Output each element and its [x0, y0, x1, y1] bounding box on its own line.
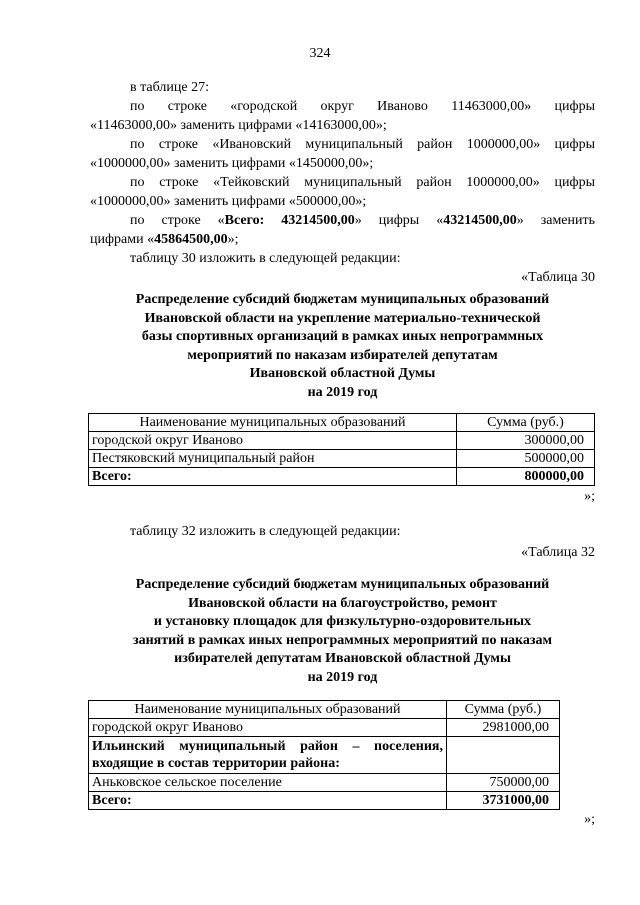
row-amount: 2981000,00 [447, 719, 560, 737]
table32-intro-block [90, 522, 595, 562]
p4-text-b: » цифры « [354, 213, 444, 228]
column-header-amount: Сумма (руб.) [457, 414, 595, 432]
table-row [89, 450, 595, 468]
table30 [88, 413, 595, 486]
table32-closing: »; [584, 812, 595, 827]
total-label: Всего: [89, 468, 457, 486]
table-row [89, 774, 560, 792]
table-header-row [89, 414, 595, 432]
p4-line2-text-b: »; [227, 232, 239, 247]
table32-heading [90, 576, 595, 687]
p4-text-c: » заменить [516, 213, 596, 228]
table32-intro: таблицу 32 изложить в следующей редакции: [130, 524, 401, 539]
column-header-amount: Сумма (руб.) [447, 701, 560, 719]
amendment-p3-line1: по строке «Тейковский муниципальный район 1000000,00» цифры [130, 175, 595, 190]
table30-heading-line: Ивановской областной Думы [249, 366, 436, 381]
total-amount: 800000,00 [457, 468, 595, 486]
amendment-block [90, 78, 595, 287]
table-row [89, 719, 560, 737]
table-total-row [89, 792, 560, 810]
table32-heading-line: на 2019 год [307, 669, 378, 685]
total-amount: 3731000,00 [447, 792, 560, 810]
row-name: городской округ Иваново [89, 719, 447, 737]
table32-heading-line: занятий в рамках иных непрограммных мероприятий по наказам [132, 632, 553, 648]
table-group-row [89, 737, 560, 774]
table-row [89, 432, 595, 450]
amendment-p3-line2: «1000000,00» заменить цифрами «500000,00»; [90, 194, 367, 209]
table30-heading-line: на 2019 год [307, 384, 378, 400]
row-name: Пестяковский муниципальный район [89, 450, 457, 468]
amendment-p2-line2: «1000000,00» заменить цифрами «1450000,00»; [90, 156, 374, 171]
table32-label: «Таблица 32 [521, 545, 595, 560]
amendment-p2-line1: по строке «Ивановский муниципальный район 1000000,00» цифры [130, 137, 595, 152]
table32-heading-line: Распределение субсидий бюджетам муниципальных образований [135, 577, 550, 592]
amendment-line-table27: в таблице 27: [130, 80, 209, 95]
page-number: 324 [309, 46, 331, 61]
p4-bold-old-value: 43214500,00 [443, 213, 517, 228]
table32-heading-line: и установку площадок для физкультурно-оздоровительных [153, 614, 532, 629]
table32 [88, 700, 560, 810]
table30-label: «Таблица 30 [521, 270, 595, 285]
group-name [89, 737, 447, 774]
column-header-name: Наименование муниципальных образований [89, 414, 457, 432]
p4-text-a: по строке « [130, 213, 225, 228]
p4-bold-total: Всего: 43214500,00 [224, 213, 355, 228]
amendment-p1-line1: по строке «городской округ Иваново 11463000,00» цифры [130, 99, 595, 114]
table30-heading-line: базы спортивных организаций в рамках иных непрограммных [141, 329, 544, 344]
p4-line2-text-a: цифрами « [90, 232, 155, 247]
table-header-row [89, 701, 560, 719]
group-amount [447, 737, 560, 774]
row-amount: 500000,00 [457, 450, 595, 468]
row-name: Аньковское сельское поселение [89, 774, 447, 792]
row-name: городской округ Иваново [89, 432, 457, 450]
table30-closing: »; [584, 489, 595, 504]
row-amount: 300000,00 [457, 432, 595, 450]
p4-bold-new-value: 45864500,00 [154, 232, 228, 247]
amendment-p4-line1 [90, 211, 595, 230]
group-name-line2: входящие в состав территории района: [92, 756, 340, 771]
table30-heading-line: мероприятий по наказам избирателей депутатам [187, 347, 498, 363]
total-label: Всего: [89, 792, 447, 810]
group-name-line1: Ильинский муниципальный район – поселения, [92, 739, 443, 754]
column-header-name: Наименование муниципальных образований [89, 701, 447, 719]
amendment-p4-line2 [90, 230, 595, 249]
table30-heading-line: Распределение субсидий бюджетам муниципальных образований [135, 292, 550, 307]
row-amount: 750000,00 [447, 774, 560, 792]
table30-intro: таблицу 30 изложить в следующей редакции: [130, 251, 401, 266]
table32-heading-line: Ивановской области на благоустройство, ремонт [188, 595, 497, 611]
table30-heading-line: Ивановской области на укрепление материально-технической [144, 310, 541, 326]
amendment-p1-line2: «11463000,00» заменить цифрами «14163000,00»; [90, 118, 387, 133]
table30-heading [90, 291, 595, 402]
table-total-row [89, 468, 595, 486]
table32-heading-line: избирателей депутатам Ивановской областной Думы [174, 651, 511, 666]
